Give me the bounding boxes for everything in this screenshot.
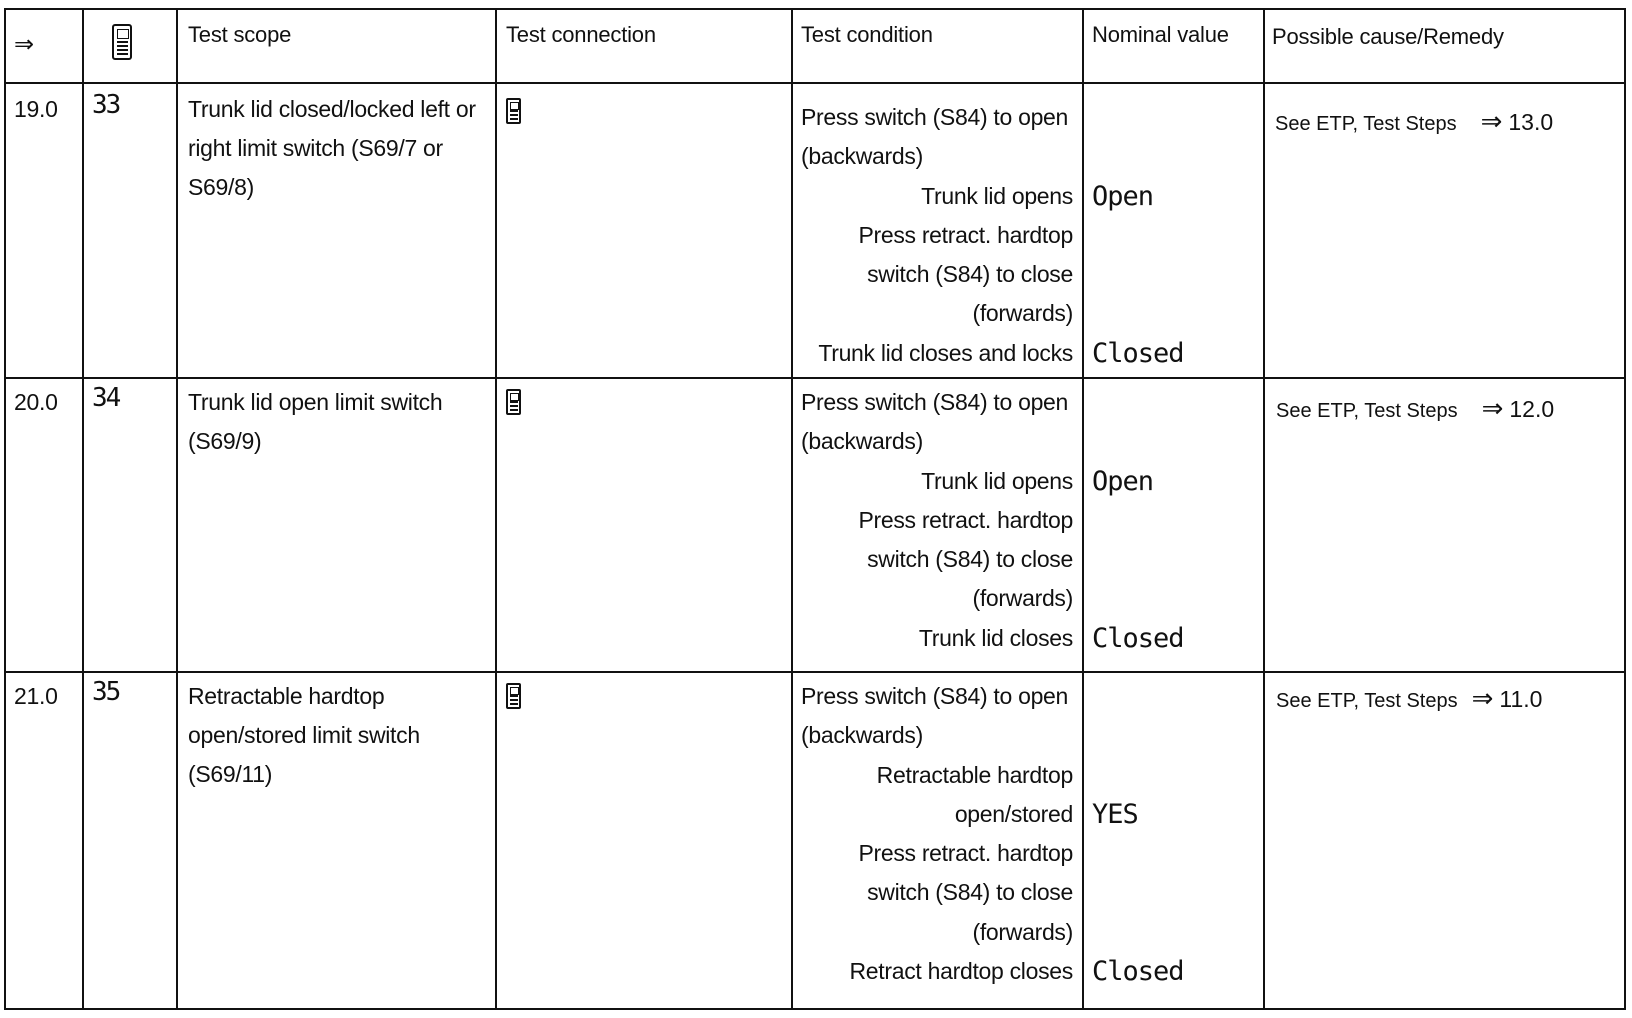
remedy-step-link[interactable]: 11.0 <box>1499 686 1543 712</box>
test-table <box>4 8 1626 1010</box>
remedy-arrow: ⇒ <box>1480 106 1503 136</box>
table-row <box>4 84 1626 377</box>
nominal-line: Open <box>1092 465 1154 497</box>
test-scope-line: (S69/9) <box>188 428 262 454</box>
condition-line: (backwards) <box>801 143 923 170</box>
step-number: 20.0 <box>14 389 58 415</box>
nominal-line <box>1092 216 1252 255</box>
nominal-value <box>1092 98 1252 391</box>
condition-line: (forwards) <box>972 300 1073 327</box>
condition-line: Retract hardtop closes <box>849 958 1073 985</box>
condition-line: Press switch (S84) to open <box>801 683 1069 709</box>
test-scope-line: right limit switch (S69/7 or <box>188 135 443 161</box>
header-possible-cause: Possible cause/Remedy <box>1272 24 1504 49</box>
header-test-connection: Test connection <box>506 22 656 47</box>
condition-line: Trunk lid opens <box>921 467 1073 494</box>
remedy-step-link[interactable]: 12.0 <box>1509 396 1555 422</box>
tester-icon <box>506 389 521 681</box>
nominal-line <box>1092 422 1252 461</box>
condition-line: switch (S84) to close <box>867 261 1073 288</box>
condition-line: Retractable hardtop <box>876 761 1073 788</box>
possible-cause-remedy <box>1275 106 1553 399</box>
test-scope-line: Trunk lid open limit switch <box>188 389 443 415</box>
remedy-text: See ETP, Test Steps <box>1276 400 1458 422</box>
tester-icon <box>506 98 521 391</box>
header-test-scope: Test scope <box>188 22 292 47</box>
test-scope-line: S69/8) <box>188 174 254 200</box>
possible-cause-remedy <box>1276 393 1554 685</box>
display-code: 35 <box>92 677 120 707</box>
test-scope <box>188 677 488 1012</box>
condition-line: Press switch (S84) to open <box>801 104 1069 130</box>
nominal-line: Closed <box>1092 622 1184 654</box>
nominal-line <box>1092 255 1252 294</box>
table-row <box>4 673 1626 1008</box>
nominal-line <box>1092 540 1252 579</box>
remedy-arrow: ⇒ <box>1471 683 1494 713</box>
nominal-line <box>1092 98 1252 137</box>
nominal-line <box>1092 913 1252 952</box>
remedy-text: See ETP, Test Steps <box>1276 690 1458 712</box>
condition-line: Trunk lid closes and locks <box>818 339 1073 366</box>
remedy-step-link[interactable]: 13.0 <box>1508 109 1554 135</box>
test-scope <box>188 90 488 383</box>
condition-line: open/stored <box>954 800 1073 827</box>
display-code: 34 <box>92 383 120 413</box>
condition-line: (backwards) <box>801 722 923 749</box>
nominal-line <box>1092 501 1252 540</box>
step-arrow-header: ⇒ <box>14 31 34 58</box>
condition-line: (forwards) <box>972 918 1073 945</box>
condition-line: (backwards) <box>801 428 923 455</box>
nominal-line: YES <box>1092 798 1138 830</box>
possible-cause-remedy <box>1276 683 1542 1018</box>
condition-line: switch (S84) to close <box>867 546 1073 573</box>
step-number: 21.0 <box>14 683 58 709</box>
nominal-line <box>1092 579 1252 618</box>
table-row <box>4 379 1626 671</box>
condition-line: switch (S84) to close <box>867 879 1073 906</box>
condition-line: (forwards) <box>972 585 1073 612</box>
nominal-line <box>1092 677 1252 716</box>
nominal-line <box>1092 137 1252 176</box>
header-test-condition: Test condition <box>801 22 933 47</box>
condition-line: Trunk lid opens <box>921 182 1073 209</box>
nominal-line: Closed <box>1092 337 1184 369</box>
condition-line: Press retract. hardtop <box>858 221 1073 248</box>
condition-line: Press retract. hardtop <box>858 506 1073 533</box>
display-code: 33 <box>92 90 120 120</box>
nominal-line <box>1092 873 1252 912</box>
nominal-line <box>1092 294 1252 333</box>
nominal-value <box>1092 383 1252 675</box>
nominal-line: Closed <box>1092 956 1184 988</box>
nominal-value <box>1092 677 1252 1012</box>
condition-line: Press retract. hardtop <box>858 840 1073 867</box>
condition-line: Trunk lid closes <box>918 624 1073 651</box>
nominal-line <box>1092 756 1252 795</box>
table-header <box>4 8 1626 82</box>
step-number: 19.0 <box>14 96 58 122</box>
tester-icon <box>506 683 521 1018</box>
remedy-text: See ETP, Test Steps <box>1275 113 1457 135</box>
test-scope-line: open/stored limit switch <box>188 722 420 748</box>
test-scope-line: (S69/11) <box>188 761 273 787</box>
test-scope-line: Retractable hardtop <box>188 683 385 709</box>
nominal-line: Open <box>1092 180 1154 212</box>
nominal-line <box>1092 716 1252 755</box>
condition-line: Press switch (S84) to open <box>801 389 1069 415</box>
remedy-arrow: ⇒ <box>1481 393 1504 423</box>
test-condition <box>801 383 1073 675</box>
test-scope-line: Trunk lid closed/locked left or <box>188 96 476 122</box>
test-scope <box>188 383 488 675</box>
test-condition <box>801 677 1073 1012</box>
test-condition <box>801 98 1073 391</box>
nominal-line <box>1092 834 1252 873</box>
header-nominal-value: Nominal value <box>1092 22 1229 47</box>
nominal-line <box>1092 383 1252 422</box>
